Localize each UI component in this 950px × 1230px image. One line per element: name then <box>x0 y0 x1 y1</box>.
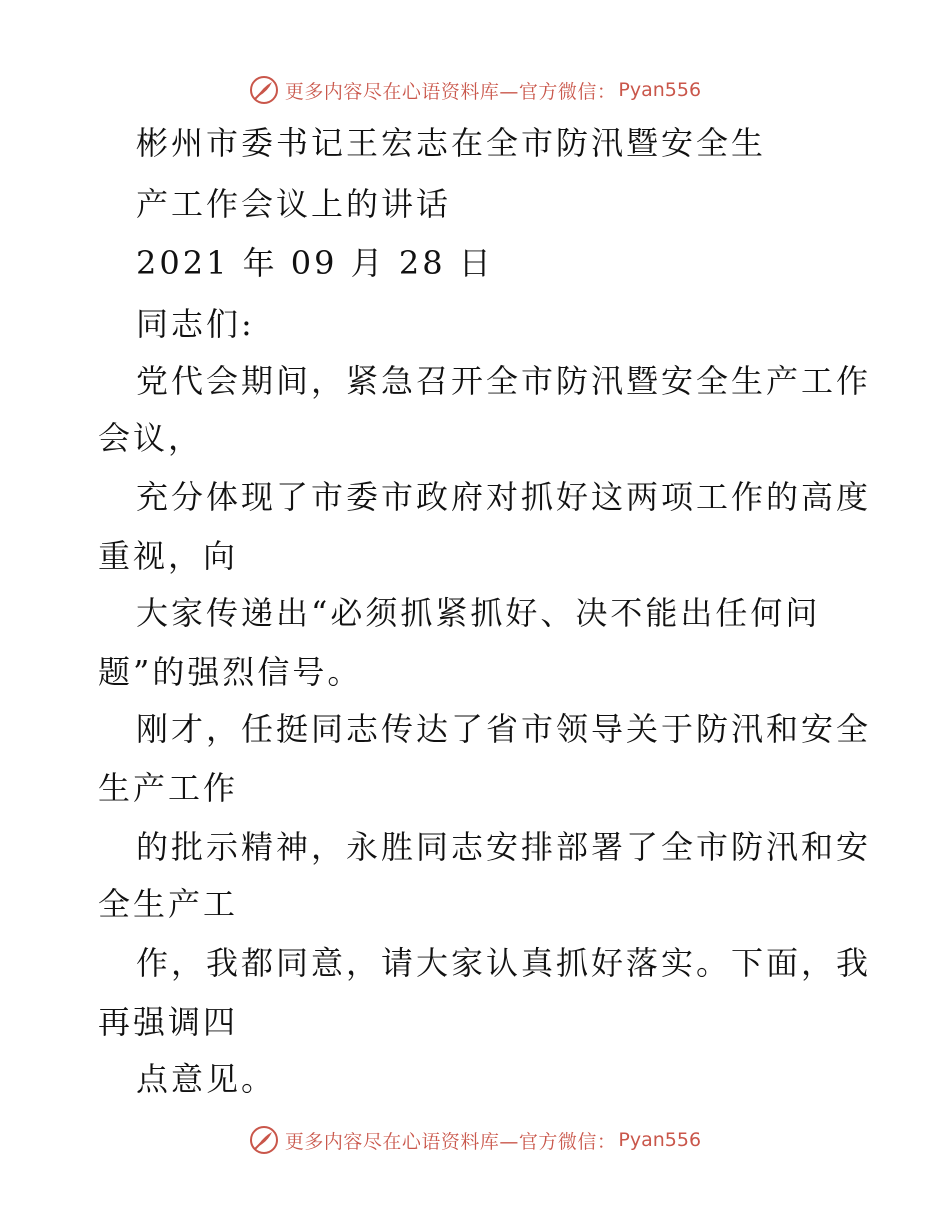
paragraph-line: 刚才，任挺同志传达了省市领导关于防汛和安全 <box>136 710 872 748</box>
document-title-line-2: 产工作会议上的讲话 <box>136 185 452 223</box>
watermark-wechat-id: Pyan556 <box>618 1129 702 1151</box>
watermark-wechat-id: Pyan556 <box>618 79 702 101</box>
paragraph-line: 的批示精神，永胜同志安排部署了全市防汛和安 <box>136 828 872 866</box>
watermark-text: 更多内容尽在心语资料库—官方微信： <box>284 80 617 103</box>
document-title-line-1: 彬州市委书记王宏志在全市防汛暨安全生 <box>136 124 767 162</box>
document-greeting: 同志们: <box>136 305 255 343</box>
feather-pen-icon <box>249 1125 279 1155</box>
paragraph-line: 点意见。 <box>136 1060 277 1098</box>
watermark-text: 更多内容尽在心语资料库—官方微信： <box>284 1130 617 1153</box>
paragraph-line: 大家传递出“必须抓紧抓好、决不能出任何问 <box>136 594 821 632</box>
header-watermark <box>0 70 950 110</box>
paragraph-line: 充分体现了市委市政府对抓好这两项工作的高度 <box>136 478 872 516</box>
paragraph-line: 重视，向 <box>98 537 239 575</box>
paragraph-line: 党代会期间，紧急召开全市防汛暨安全生产工作 <box>136 362 872 400</box>
footer-watermark <box>0 1120 950 1160</box>
paragraph-line: 会议， <box>98 419 204 457</box>
document-date: 2021 年 09 月 28 日 <box>136 244 494 282</box>
paragraph-line: 生产工作 <box>98 769 239 807</box>
paragraph-line: 作，我都同意，请大家认真抓好落实。下面，我 <box>136 944 872 982</box>
feather-pen-icon <box>249 75 279 105</box>
paragraph-line: 题”的强烈信号。 <box>98 653 363 691</box>
paragraph-line: 再强调四 <box>98 1003 239 1041</box>
paragraph-line: 全生产工 <box>98 885 239 923</box>
